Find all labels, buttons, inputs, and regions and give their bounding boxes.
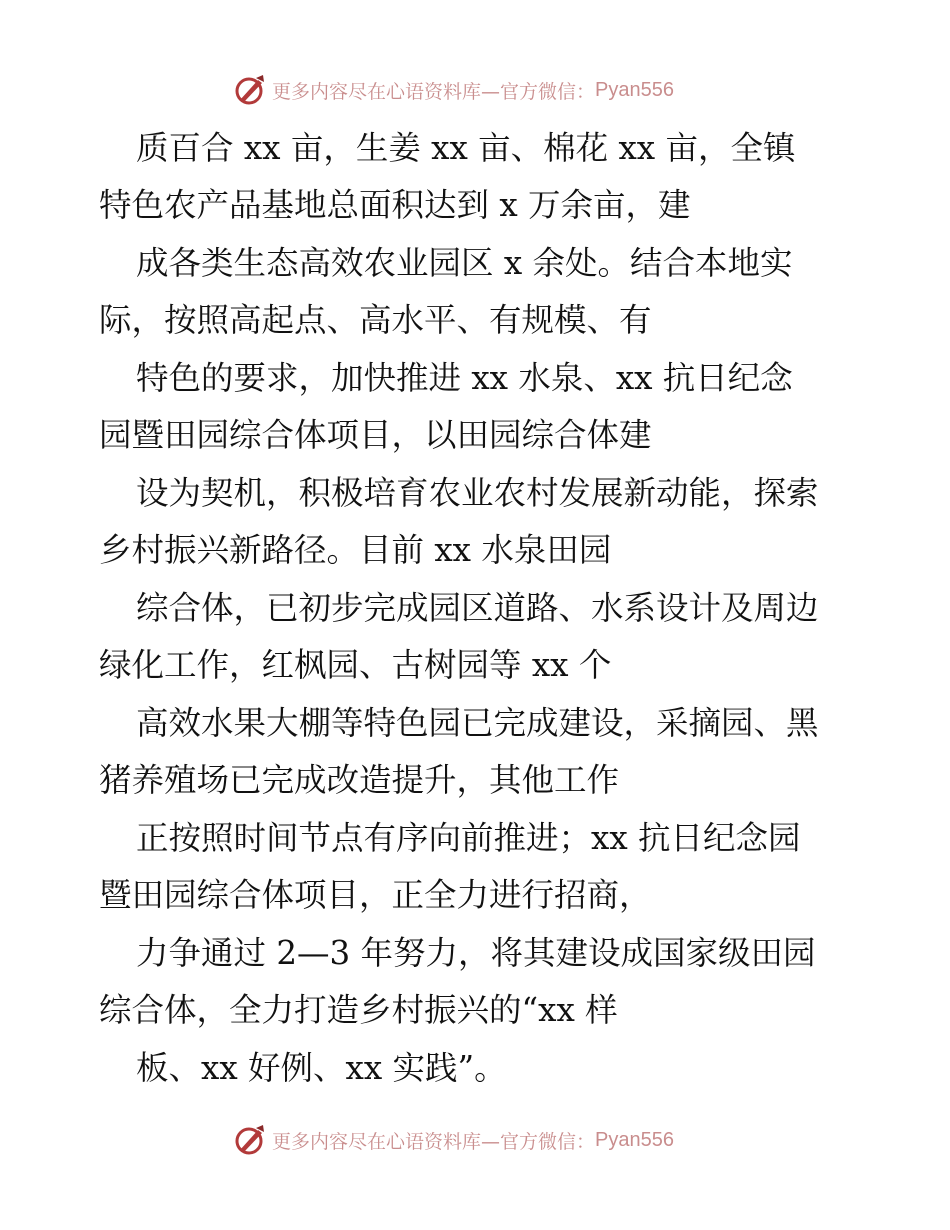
body-line: 绿化工作，红枫园、古树园等 xx 个	[99, 646, 612, 684]
body-line: 园暨田园综合体项目，以田园综合体建	[99, 416, 652, 454]
header-banner	[232, 72, 674, 108]
footer-banner-text: 更多内容尽在心语资料库—官方微信：	[272, 1130, 596, 1153]
body-line: 暨田园综合体项目，正全力进行招商，	[99, 876, 652, 914]
footer-banner	[232, 1122, 674, 1158]
footer-banner-wechat-id: Pyan556	[595, 1128, 674, 1151]
body-line: 高效水果大棚等特色园已完成建设，采摘园、黑	[136, 704, 819, 742]
body-line: 综合体，已初步完成园区道路、水系设计及周边	[136, 589, 819, 627]
header-banner-wechat-id: Pyan556	[595, 78, 674, 101]
body-line: 特色农产品基地总面积达到 x 万余亩，建	[99, 186, 691, 224]
body-line: 板、xx 好例、xx 实践”。	[136, 1049, 507, 1087]
body-line: 乡村振兴新路径。目前 xx 水泉田园	[99, 531, 612, 569]
body-line: 综合体，全力打造乡村振兴的“xx 样	[99, 991, 618, 1029]
body-line: 猪养殖场已完成改造提升，其他工作	[99, 761, 620, 799]
body-line: 际，按照高起点、高水平、有规模、有	[99, 301, 652, 339]
body-line: 质百合 xx 亩，生姜 xx 亩、棉花 xx 亩，全镇	[136, 129, 796, 167]
pen-logo-icon	[232, 1122, 268, 1158]
body-line: 设为契机，积极培育农业农村发展新动能，探索	[136, 474, 819, 512]
body-line: 力争通过 2—3 年努力，将其建设成国家级田园	[136, 934, 816, 972]
pen-logo-icon	[232, 72, 268, 108]
header-banner-text: 更多内容尽在心语资料库—官方微信：	[272, 80, 596, 103]
body-line: 正按照时间节点有序向前推进；xx 抗日纪念园	[136, 819, 801, 857]
body-line: 特色的要求，加快推进 xx 水泉、xx 抗日纪念	[136, 359, 793, 397]
body-line: 成各类生态高效农业园区 x 余处。结合本地实	[136, 244, 793, 282]
